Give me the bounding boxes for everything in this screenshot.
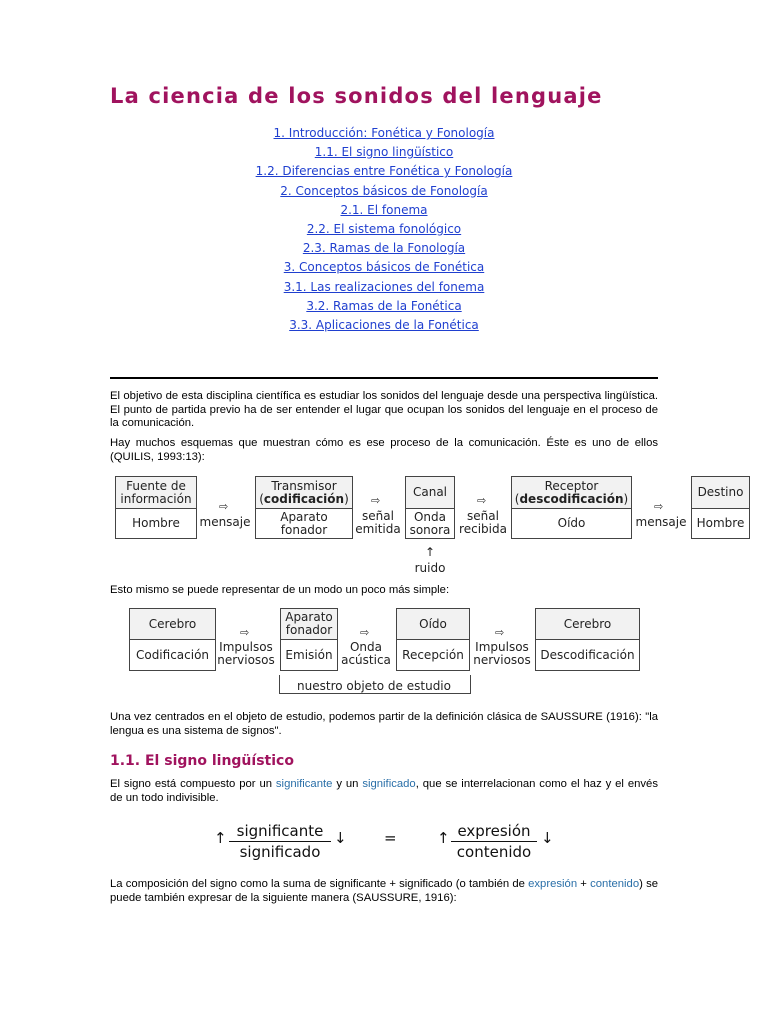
box-label: Codificación — [135, 647, 210, 662]
text-segment: El signo está compuesto por un — [110, 778, 276, 790]
text-segment: , que se interrelacionan como el haz y el envés de un todo indivisible. — [110, 778, 658, 804]
label-mensaje: mensaje — [635, 515, 687, 529]
box-label: Aparato fonador — [280, 509, 328, 537]
toc-link[interactable]: 1. Introducción: Fonética y Fonología — [273, 126, 495, 140]
equals-sign: = — [384, 829, 397, 847]
table-of-contents — [200, 124, 568, 335]
box-cerebro — [129, 608, 216, 671]
box-receptor — [511, 476, 632, 539]
right-arrow-icon: ⇨ — [495, 626, 505, 639]
toc-link[interactable]: 2.1. El fonema — [340, 202, 428, 217]
box-label: Hombre — [696, 516, 745, 530]
right-arrow-icon: ⇨ — [654, 500, 664, 513]
box-label: Recepción — [402, 647, 464, 662]
codificacion-word: codificación — [263, 491, 345, 506]
denominator: contenido — [456, 843, 532, 861]
denominator: significado — [239, 843, 321, 861]
box-label: Destino — [692, 477, 749, 509]
box-label: Cerebro — [536, 609, 639, 640]
intro-paragraph: El objetivo de esta disciplina científica es estudiar los sonidos del lenguaje desde una perspectiva lingüística. El punto de partida previo ha de ser entender el lugar que ocupan los sonidos del lenguaje en el proceso de la comunicación. — [110, 390, 658, 429]
box-destino — [691, 476, 750, 539]
box-canal — [405, 476, 455, 539]
fraction-significante — [229, 822, 331, 862]
right-arrow-icon: ⇨ — [219, 500, 229, 513]
toc-link[interactable]: 3. Conceptos básicos de Fonética — [283, 260, 485, 275]
text-segment: y un — [332, 778, 363, 790]
toc-link[interactable]: 3.1. Las realizaciones del fonema — [283, 279, 485, 294]
text-segment: ) se puede también expresar de la siguiente manera (SAUSSURE, 1916): — [110, 878, 659, 904]
box-label: Oído — [397, 609, 469, 640]
signo-paragraph — [110, 778, 658, 805]
page-title: La ciencia de los sonidos del lenguaje — [110, 84, 603, 108]
section-heading: 1.1. El signo lingüístico — [110, 753, 294, 769]
toc-link[interactable]: 2.3. Ramas de la Fonología — [302, 241, 466, 256]
box-label — [512, 477, 631, 509]
up-arrow-icon: ↑ — [214, 829, 227, 847]
box-transmisor — [255, 476, 353, 539]
label-ruido: ruido — [414, 561, 446, 575]
box-label: Cerebro — [130, 609, 215, 640]
box-label: Descodificación — [540, 647, 635, 662]
toc-link[interactable]: 3.3. Aplicaciones de la Fonética — [289, 318, 479, 333]
down-arrow-icon: ↓ — [541, 829, 554, 847]
up-arrow-icon: ↑ — [437, 829, 450, 847]
scheme-paragraph: Hay muchos esquemas que muestran cómo es ese proceso de la comunicación. Éste es uno de ellos (QUILIS, 1993:13): — [110, 437, 658, 463]
composition-paragraph — [110, 878, 658, 905]
right-arrow-icon: ⇨ — [477, 494, 487, 507]
numerator: expresión — [451, 822, 537, 842]
box-label: Canal — [406, 477, 454, 509]
up-arrow-icon: ↑ — [424, 545, 436, 559]
down-arrow-icon: ↓ — [334, 829, 347, 847]
term-significante: significante — [275, 778, 333, 790]
saussure-paragraph: Una vez centrados en el objeto de estudio, podemos partir de la definición clásica de SAUSSURE (1916): "la lengua es una sistema de signos". — [110, 711, 658, 737]
label-senal-recibida: señal recibida — [459, 509, 507, 536]
receptor-label: Receptor — [544, 478, 599, 493]
text-segment: + — [577, 878, 591, 890]
box-label: Oído — [557, 516, 586, 530]
right-arrow-icon: ⇨ — [360, 626, 370, 639]
box-label: Hombre — [132, 516, 180, 530]
label-impulsos: Impulsos nerviosos — [217, 640, 275, 667]
toc-link[interactable]: 1.2. Diferencias entre Fonética y Fonología — [255, 164, 513, 179]
term-expresion: expresión — [528, 878, 578, 890]
label-mensaje: mensaje — [199, 515, 251, 529]
term-contenido: contenido — [590, 878, 640, 890]
divider — [110, 377, 658, 379]
label-impulsos: Impulsos nerviosos — [473, 640, 531, 667]
box-label: Fuente de información — [116, 477, 196, 509]
toc-link[interactable]: 2. Conceptos básicos de Fonología — [280, 183, 488, 198]
fraction-expresion — [451, 822, 537, 862]
box-label: Emisión — [285, 647, 333, 662]
label-objeto-estudio: nuestro objeto de estudio — [297, 679, 451, 693]
text-segment: La composición del signo como la suma de significante + significado (o también de — [110, 878, 529, 890]
box-aparato — [280, 608, 338, 671]
label-onda-acustica: Onda acústica — [341, 640, 391, 667]
box-fuente — [115, 476, 197, 539]
box-label — [256, 477, 352, 509]
toc-link[interactable]: 2.2. El sistema fonológico — [306, 222, 462, 237]
toc-link[interactable]: 3.2. Ramas de la Fonética — [306, 298, 462, 313]
toc-link[interactable]: 1.1. El signo lingüístico — [314, 145, 454, 160]
box-oido — [396, 608, 470, 671]
right-arrow-icon: ⇨ — [371, 494, 381, 507]
codificacion-label: (codificación) — [259, 491, 349, 506]
label-senal-emitida: señal emitida — [355, 509, 401, 536]
descodificacion-label: (descodificación) — [514, 491, 629, 506]
box-cerebro-receptor — [535, 608, 640, 671]
transmisor-label: Transmisor — [271, 478, 337, 493]
box-label: Onda sonora — [409, 509, 451, 537]
numerator: significante — [229, 822, 331, 842]
term-significado: significado — [362, 778, 416, 790]
simple-paragraph: Esto mismo se puede representar de un modo un poco más simple: — [110, 584, 450, 596]
descodificacion-word: descodificación — [519, 491, 624, 506]
right-arrow-icon: ⇨ — [240, 626, 250, 639]
box-label: Aparato fonador — [281, 609, 337, 640]
